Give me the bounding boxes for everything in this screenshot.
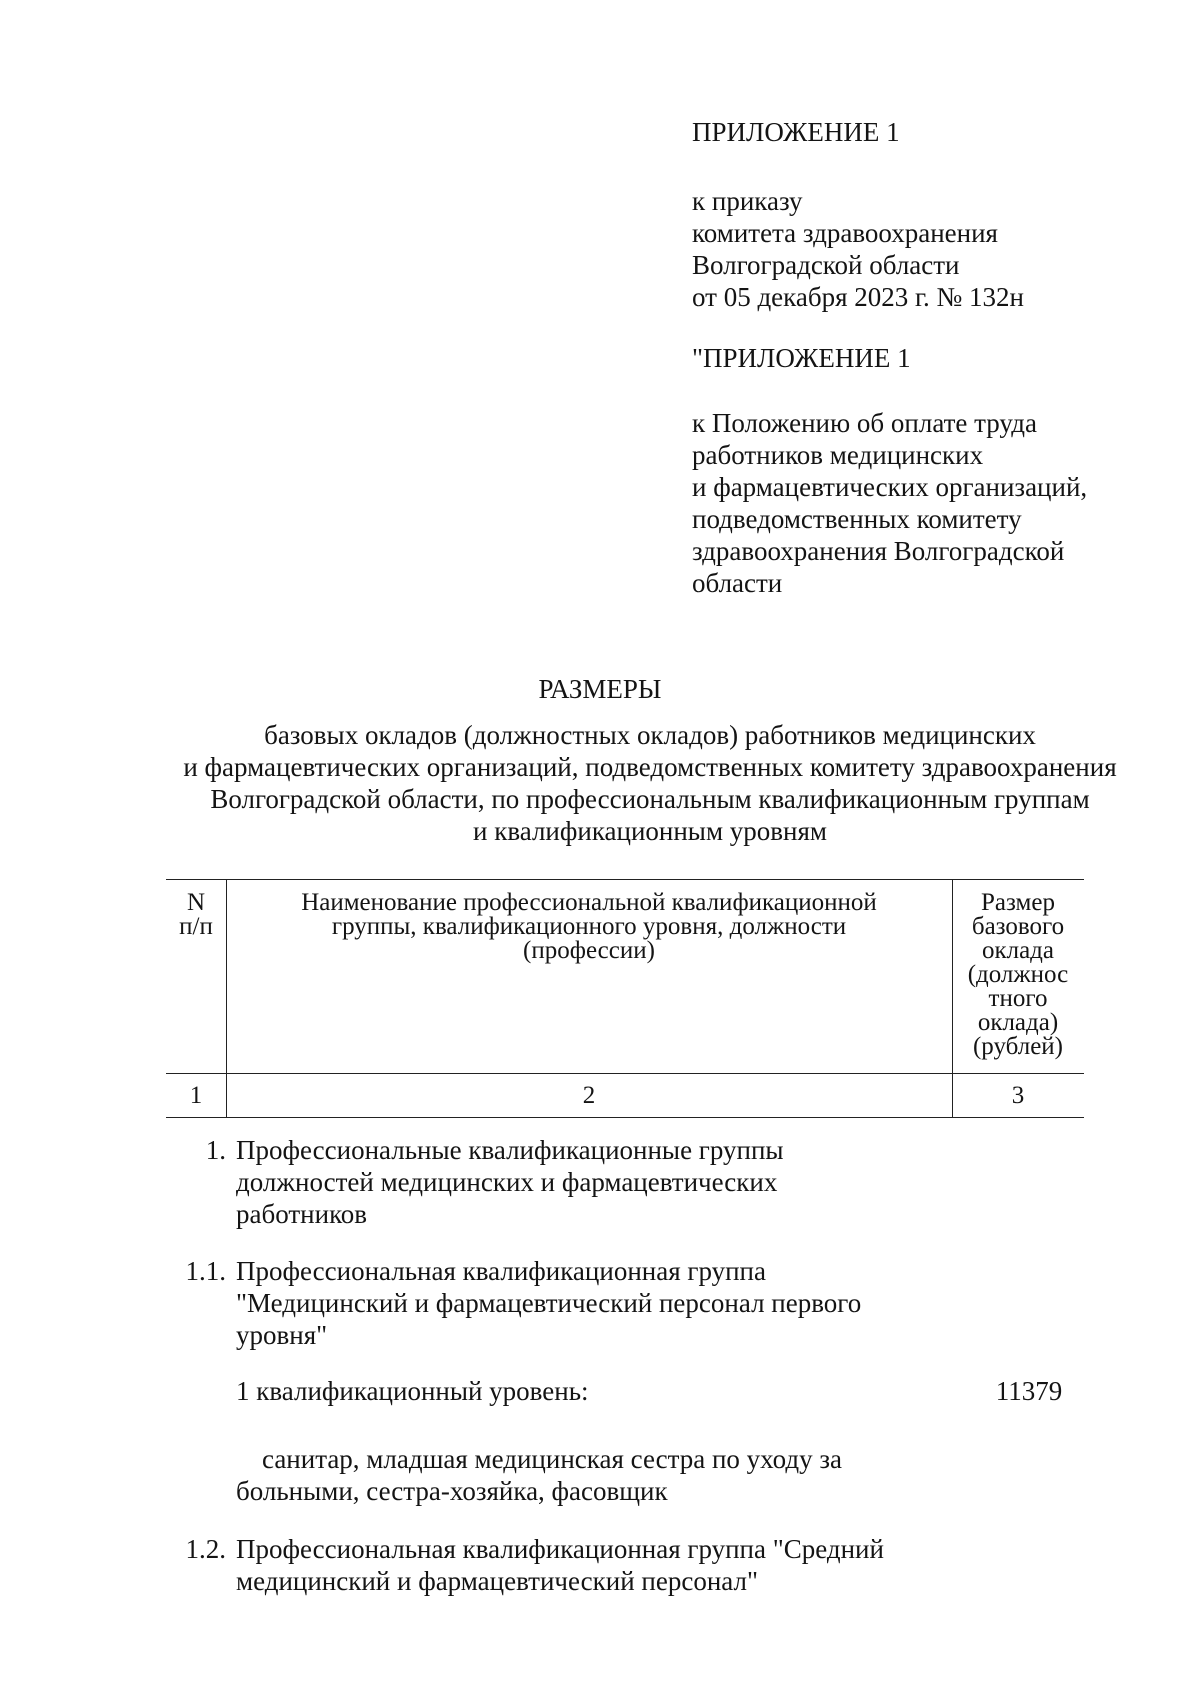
row-text — [236, 1443, 842, 1507]
qualification-level-label: 1 квалификационный уровень: — [236, 1376, 589, 1406]
row-text-line: Профессиональная квалификационная группа — [236, 1256, 766, 1286]
header-cell-name — [226, 891, 952, 963]
regulation-ref-line: работников медицинских — [692, 440, 984, 470]
row-text-line: работников — [236, 1199, 368, 1229]
table-rule-bottom — [166, 1117, 1084, 1118]
row-text-line: санитар, младшая медицинская сестра по уходу за — [262, 1444, 842, 1474]
header-text: базового — [971, 913, 1065, 940]
row-text-line: уровня" — [236, 1320, 328, 1350]
order-ref-line: Волгоградской области — [692, 250, 960, 280]
row-text-line: Профессиональные квалификационные группы — [236, 1135, 784, 1165]
regulation-ref-line: к Положению об оплате труда — [692, 408, 1037, 438]
header-cell-salary — [952, 891, 1084, 1059]
row-text-line: Профессиональная квалификационная группа "Средний — [236, 1534, 884, 1564]
table-rule-middle — [166, 1073, 1084, 1074]
header-text: п/п — [179, 913, 213, 940]
regulation-ref-line: области — [692, 568, 783, 598]
header-text: (должнос — [967, 961, 1069, 988]
column-number-3: 3 — [1011, 1082, 1025, 1109]
order-ref-line: от 05 декабря 2023 г. № 132н — [692, 282, 1025, 312]
header-text: группы, квалификационного уровня, должности — [331, 913, 847, 940]
salary-table-header — [166, 879, 1084, 1118]
order-ref-line: к приказу — [692, 186, 803, 216]
header-text: Размер — [981, 889, 1055, 916]
header-text: (профессии) — [523, 937, 655, 964]
header-text: (рублей) — [972, 1033, 1064, 1060]
header-cell-number — [166, 891, 226, 939]
row-text-line: медицинский и фармацевтический персонал" — [236, 1566, 758, 1596]
subtitle-line: и квалификационным уровням — [473, 816, 827, 846]
row-text-line: "Медицинский и фармацевтический персонал первого — [236, 1288, 862, 1318]
subtitle-line: базовых окладов (должностных окладов) работников медицинских — [264, 720, 1036, 750]
regulation-appendix-title — [692, 342, 1172, 374]
regulation-appendix-title-text: "ПРИЛОЖЕНИЕ 1 — [692, 343, 911, 373]
row-text-line: больными, сестра-хозяйка, фасовщик — [236, 1476, 668, 1506]
salary-value: 11379 — [995, 1376, 1063, 1406]
column-number-2: 2 — [582, 1082, 596, 1109]
regulation-ref-line: подведомственных комитету — [692, 504, 1022, 534]
column-number-1: 1 — [189, 1082, 203, 1109]
row-text-line: должностей медицинских и фармацевтических — [236, 1167, 778, 1197]
document-subtitle — [150, 719, 1150, 847]
row-number: 1. — [205, 1135, 226, 1165]
regulation-ref-line: здравоохранения Волгоградской — [692, 536, 1065, 566]
header-text: тного — [988, 985, 1048, 1012]
subtitle-line: и фармацевтических организаций, подведомственных комитету здравоохранения — [183, 752, 1117, 782]
subtitle-line: Волгоградской области, по профессиональным квалификационным группам — [210, 784, 1090, 814]
header-text: Наименование профессиональной квалификационной — [301, 889, 877, 916]
row-number: 1.2. — [185, 1534, 226, 1564]
regulation-ref-line: и фармацевтических организаций, — [692, 472, 1088, 502]
order-ref-line: комитета здравоохранения — [692, 218, 998, 248]
table-rule-top — [166, 879, 1084, 880]
row-text — [236, 1533, 884, 1597]
order-reference — [692, 185, 1172, 313]
row-number: 1.1. — [185, 1256, 226, 1286]
document-title: РАЗМЕРЫ — [538, 674, 662, 704]
header-text: оклада) — [977, 1009, 1059, 1036]
appendix-title-text: ПРИЛОЖЕНИЕ 1 — [692, 117, 900, 147]
regulation-reference — [692, 407, 1172, 599]
row-text — [236, 1255, 861, 1351]
header-text: N — [186, 889, 206, 916]
row-text — [236, 1134, 784, 1230]
appendix-title — [692, 116, 1172, 148]
header-text: оклада — [981, 937, 1055, 964]
